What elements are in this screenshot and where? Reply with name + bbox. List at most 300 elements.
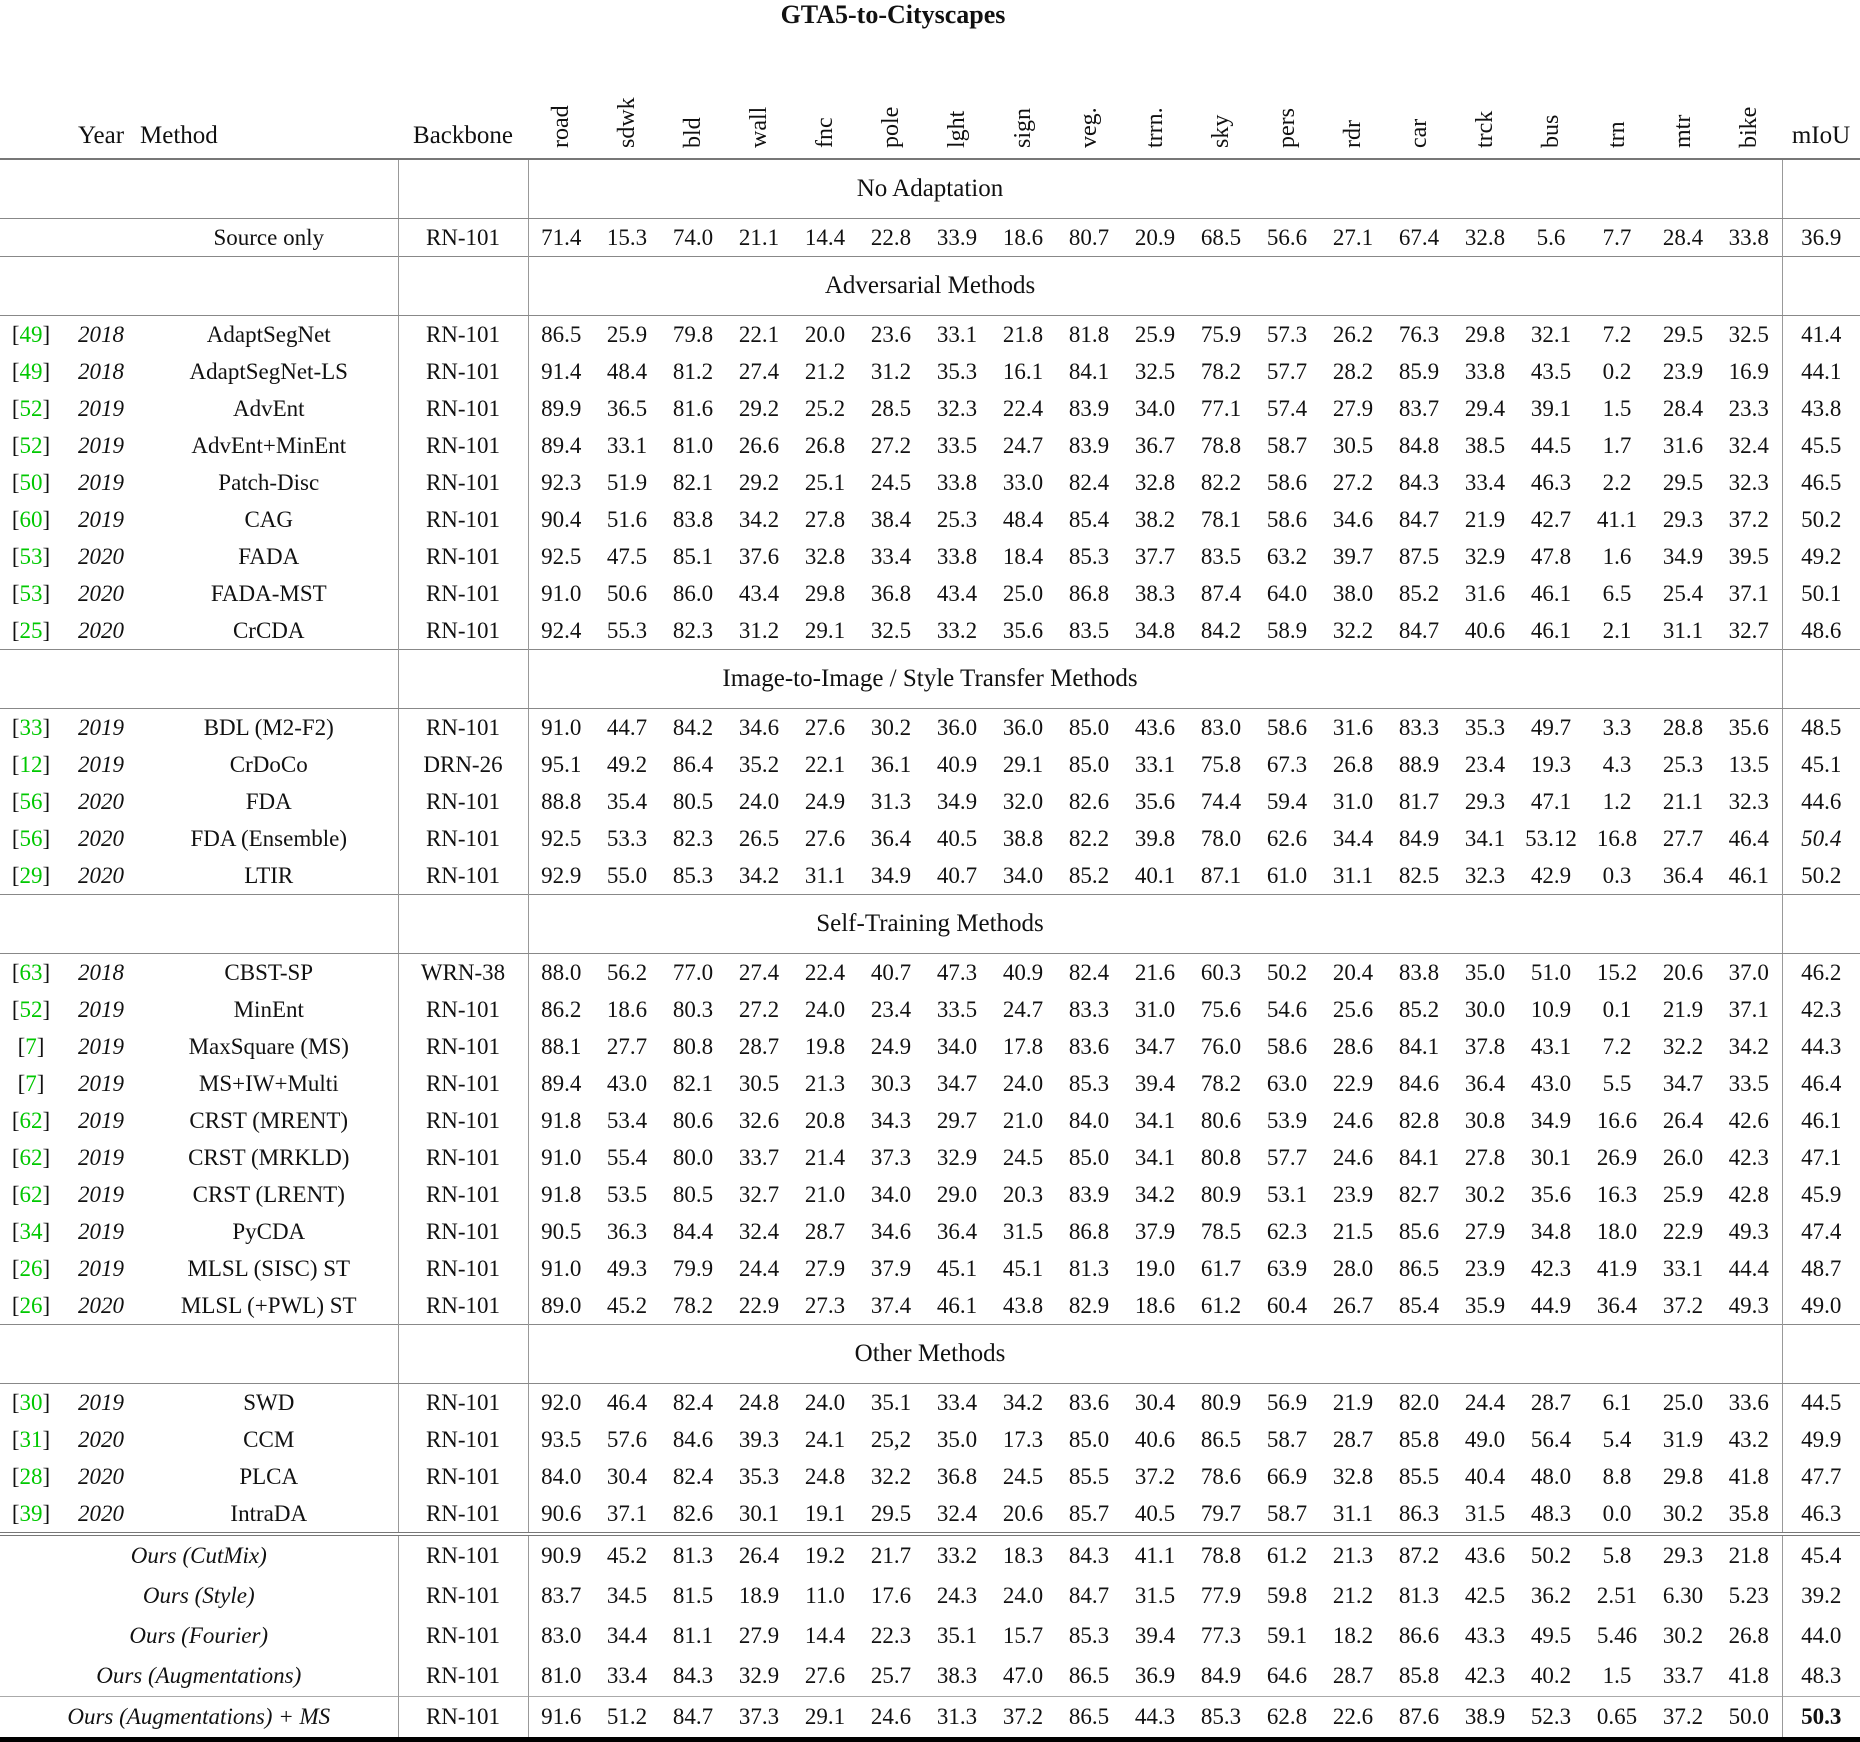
cell-sign: 20.3 [1002, 1181, 1044, 1207]
cell-pers: 64.0 [1266, 580, 1308, 606]
table-row [0, 1697, 1860, 1740]
cell-sign: 40.9 [1002, 959, 1044, 985]
citation-number: 62 [19, 1144, 43, 1170]
cell-trrn: 39.8 [1134, 825, 1176, 851]
cell-pers: 61.0 [1266, 862, 1308, 888]
cell-car: 88.9 [1398, 751, 1440, 777]
cell-veg: 85.0 [1068, 751, 1110, 777]
cell-road: 88.8 [541, 788, 582, 814]
cell-pers: 58.7 [1266, 1426, 1308, 1452]
cell-pers: 59.4 [1266, 788, 1308, 814]
cell-car: 81.3 [1398, 1583, 1440, 1608]
cell-trn: 5.4 [1602, 1426, 1632, 1452]
citation-link[interactable]: [12] [11, 751, 51, 777]
cell-wall: 43.4 [738, 580, 780, 606]
cell-car: 81.7 [1398, 788, 1440, 814]
citation-link[interactable]: [49] [11, 321, 51, 347]
table-header [0, 34, 1860, 159]
cell-sky: 83.0 [1200, 714, 1242, 740]
cell-trrn: 44.3 [1134, 1704, 1176, 1729]
citation-link[interactable]: [50] [11, 469, 51, 495]
cell-sdwk: 37.1 [606, 1500, 648, 1526]
cell-rdr: 28.0 [1332, 1255, 1374, 1281]
cell-trck: 40.4 [1464, 1463, 1506, 1489]
cell-pers: 56.9 [1266, 1389, 1308, 1415]
cell-trrn: 30.4 [1134, 1389, 1176, 1415]
cell-wall: 27.2 [738, 996, 780, 1022]
cell-sky: 84.9 [1200, 1663, 1242, 1688]
header-row [0, 34, 1860, 159]
cell-wall: 39.3 [738, 1426, 780, 1452]
cell-lght: 25.3 [936, 506, 978, 532]
citation-link[interactable]: [60] [11, 506, 51, 532]
cell-trrn: 36.7 [1134, 432, 1176, 458]
citation-link[interactable]: [29] [11, 862, 51, 888]
backbone-cell: RN-101 [398, 1213, 528, 1250]
cell-wall: 26.6 [738, 432, 780, 458]
citation-link[interactable]: [52] [11, 996, 51, 1022]
table-row [0, 353, 1860, 390]
cell-rdr: 26.2 [1332, 321, 1374, 347]
cell-fnc: 26.8 [804, 432, 846, 458]
cell-sdwk: 56.2 [606, 959, 648, 985]
cell-pole: 37.9 [870, 1255, 912, 1281]
cell-sign: 15.7 [1002, 1623, 1044, 1648]
cell-rdr: 31.0 [1332, 788, 1374, 814]
cell-sky: 76.0 [1200, 1033, 1242, 1059]
citation-link[interactable]: [39] [11, 1500, 51, 1526]
cell-sign: 21.0 [1002, 1107, 1044, 1133]
cell-car: 84.7 [1398, 506, 1440, 532]
cell-bld: 81.6 [672, 395, 714, 421]
miou-cell: 50.2 [1782, 857, 1860, 895]
cell-trck: 34.1 [1464, 825, 1506, 851]
cell-mtr: 37.2 [1662, 1704, 1704, 1729]
cell-bus: 42.7 [1530, 506, 1572, 532]
rotated-label: fnc [812, 117, 838, 148]
cell-road: 90.6 [541, 1500, 582, 1526]
cell-car: 87.6 [1398, 1704, 1440, 1729]
cell-pers: 58.6 [1266, 469, 1308, 495]
cell-sign: 24.7 [1002, 996, 1044, 1022]
cell-sky: 75.8 [1200, 751, 1242, 777]
cell-sdwk: 55.0 [606, 862, 648, 888]
citation-link[interactable]: [26] [11, 1292, 51, 1318]
cell-bus: 47.8 [1530, 543, 1572, 569]
cell-trn: 16.8 [1596, 825, 1638, 851]
cell-road: 92.3 [541, 469, 582, 495]
cell-rdr: 32.2 [1332, 617, 1374, 643]
cell-sky: 60.3 [1200, 959, 1242, 985]
cell-car: 82.5 [1398, 862, 1440, 888]
cell-pers: 56.6 [1266, 224, 1308, 250]
citation-number: 52 [19, 432, 43, 458]
cell-veg: 82.9 [1068, 1292, 1110, 1318]
table-row [0, 1384, 1860, 1422]
cell-pole: 34.0 [870, 1181, 912, 1207]
cell-sign: 21.8 [1002, 321, 1044, 347]
citation-number: 34 [19, 1218, 43, 1244]
col-header-sdwk [594, 34, 660, 159]
rotated-label: wall [746, 106, 772, 148]
citation-number: 62 [19, 1181, 43, 1207]
cell-sdwk: 51.6 [606, 506, 648, 532]
backbone-cell: RN-101 [398, 501, 528, 538]
cell-bus: 34.8 [1530, 1218, 1572, 1244]
citation-number: 56 [19, 825, 43, 851]
section-body [0, 1325, 1860, 1535]
section-label: No Adaptation [0, 159, 1860, 219]
cell-car: 87.5 [1398, 543, 1440, 569]
cell-veg: 83.6 [1068, 1389, 1110, 1415]
cell-veg: 82.2 [1068, 825, 1110, 851]
citation-link[interactable]: [25] [11, 617, 51, 643]
rotated-label: rdr [1340, 120, 1366, 148]
year-cell: 2019 [78, 1181, 124, 1207]
cell-trck: 33.4 [1464, 469, 1506, 495]
cell-lght: 29.0 [936, 1181, 978, 1207]
year-cell: 2019 [78, 996, 124, 1022]
cell-bld: 82.6 [672, 1500, 714, 1526]
cell-fnc: 32.8 [804, 543, 846, 569]
cell-pole: 32.5 [870, 617, 912, 643]
miou-cell: 46.5 [1782, 464, 1860, 501]
cell-rdr: 28.7 [1332, 1663, 1374, 1688]
cell-trrn: 19.0 [1134, 1255, 1176, 1281]
cell-wall: 26.5 [738, 825, 780, 851]
cell-pers: 62.6 [1266, 825, 1308, 851]
year-cell: 2019 [78, 395, 124, 421]
cell-pole: 32.2 [870, 1463, 912, 1489]
citation-link[interactable]: [28] [11, 1463, 51, 1489]
citation-link[interactable]: [26] [11, 1255, 51, 1281]
cell-trn: 3.3 [1602, 714, 1632, 740]
citation-link[interactable]: [34] [11, 1218, 51, 1244]
cell-veg: 85.5 [1068, 1463, 1110, 1489]
cell-bike: 32.5 [1728, 321, 1769, 347]
cell-veg: 83.5 [1068, 617, 1110, 643]
cell-bld: 82.1 [672, 469, 714, 495]
miou-cell: 50.1 [1782, 575, 1860, 612]
cell-pole: 37.4 [870, 1292, 912, 1318]
cell-road: 88.0 [541, 959, 582, 985]
cell-mtr: 28.8 [1662, 714, 1704, 740]
cell-lght: 38.3 [936, 1663, 978, 1688]
cell-wall: 24.8 [738, 1389, 780, 1415]
cell-pers: 57.3 [1266, 321, 1308, 347]
cell-bld: 82.3 [672, 825, 714, 851]
cell-wall: 34.2 [738, 862, 780, 888]
cell-fnc: 29.1 [804, 617, 846, 643]
cell-sdwk: 53.4 [606, 1107, 648, 1133]
cell-bld: 84.6 [672, 1426, 714, 1452]
miou-cell: 46.4 [1782, 1065, 1860, 1102]
cell-bike: 37.1 [1728, 996, 1769, 1022]
cell-road: 93.5 [541, 1426, 582, 1452]
cell-sign: 32.0 [1002, 788, 1044, 814]
cell-mtr: 30.2 [1662, 1623, 1704, 1648]
cell-bus: 28.7 [1530, 1389, 1572, 1415]
cell-mtr: 29.5 [1662, 321, 1704, 347]
year-cell: 2019 [78, 1070, 124, 1096]
backbone-cell: RN-101 [398, 1534, 528, 1576]
rotated-label: trck [1472, 110, 1498, 148]
year-cell: 2019 [78, 1033, 124, 1059]
table-row [0, 1139, 1860, 1176]
cell-lght: 35.3 [936, 358, 978, 384]
cell-sky: 86.5 [1200, 1426, 1242, 1452]
col-header-lght [924, 34, 990, 159]
cell-veg: 84.3 [1068, 1543, 1110, 1568]
cell-trck: 21.9 [1464, 506, 1506, 532]
cell-lght: 33.5 [936, 432, 978, 458]
year-cell: 2019 [78, 1389, 124, 1415]
cell-bld: 74.0 [672, 224, 714, 250]
citation-link[interactable]: [30] [11, 1389, 51, 1415]
cell-pole: 34.6 [870, 1218, 912, 1244]
cell-sky: 78.8 [1200, 432, 1242, 458]
cell-trrn: 31.5 [1134, 1583, 1176, 1608]
cell-sdwk: 33.4 [606, 1663, 648, 1688]
cell-veg: 83.9 [1068, 432, 1110, 458]
table-row [0, 1534, 1860, 1576]
citation-link[interactable]: [52] [11, 395, 51, 421]
col-header-mtr [1650, 34, 1716, 159]
method-cell: FDA [245, 788, 292, 814]
cell-bike: 46.4 [1728, 825, 1769, 851]
cell-car: 85.6 [1398, 1218, 1440, 1244]
cell-trck: 30.0 [1464, 996, 1506, 1022]
cell-wall: 26.4 [738, 1543, 780, 1568]
backbone-cell: RN-101 [398, 857, 528, 895]
citation-link [0, 219, 62, 257]
citation-number: 26 [19, 1255, 43, 1281]
cell-trrn: 31.0 [1134, 996, 1176, 1022]
cell-trn: 1.2 [1602, 788, 1632, 814]
cell-car: 85.2 [1398, 996, 1440, 1022]
method-cell: MLSL (SISC) ST [187, 1255, 351, 1281]
cell-rdr: 27.9 [1332, 395, 1374, 421]
cell-wall: 35.3 [738, 1463, 780, 1489]
cell-mtr: 36.4 [1662, 862, 1704, 888]
table-row [0, 316, 1860, 354]
citation-link[interactable]: [31] [11, 1426, 51, 1452]
miou-cell: 49.2 [1782, 538, 1860, 575]
backbone-cell: RN-101 [398, 612, 528, 650]
citation-link[interactable]: [33] [11, 714, 51, 740]
cell-bus: 42.3 [1530, 1255, 1572, 1281]
cell-fnc: 14.4 [804, 1623, 846, 1648]
citation-link[interactable]: [7] [17, 1033, 45, 1059]
cell-bld: 83.8 [672, 506, 714, 532]
rotated-label: sky [1208, 114, 1234, 148]
cell-trrn: 34.8 [1134, 617, 1176, 643]
cell-trck: 24.4 [1464, 1389, 1506, 1415]
method-cell: CCM [243, 1426, 295, 1452]
cell-bld: 81.1 [672, 1623, 714, 1648]
cell-bld: 78.2 [672, 1292, 714, 1318]
cell-pole: 24.5 [870, 469, 912, 495]
cell-sky: 79.7 [1200, 1500, 1242, 1526]
cell-lght: 46.1 [936, 1292, 978, 1318]
cell-trn: 8.8 [1602, 1463, 1632, 1489]
citation-number: 28 [19, 1463, 43, 1489]
cell-sdwk: 53.5 [606, 1181, 648, 1207]
cell-sky: 78.2 [1200, 1070, 1242, 1096]
cell-bus: 46.3 [1530, 469, 1572, 495]
cell-lght: 33.8 [936, 543, 978, 569]
citation-number: 53 [19, 580, 43, 606]
cell-road: 88.1 [541, 1033, 582, 1059]
cell-fnc: 24.1 [804, 1426, 846, 1452]
cell-rdr: 39.7 [1332, 543, 1374, 569]
citation-link[interactable]: [56] [11, 825, 51, 851]
cell-veg: 83.3 [1068, 996, 1110, 1022]
cell-sdwk: 45.2 [606, 1292, 648, 1318]
cell-bld: 81.5 [672, 1583, 714, 1608]
cell-veg: 85.4 [1068, 506, 1110, 532]
cell-trck: 23.9 [1464, 1255, 1506, 1281]
cell-bike: 33.5 [1728, 1070, 1769, 1096]
cell-wall: 29.2 [738, 395, 780, 421]
citation-link[interactable]: [62] [11, 1107, 51, 1133]
cell-trn: 0.0 [1602, 1500, 1632, 1526]
section-label: Adversarial Methods [0, 257, 1860, 316]
miou-cell: 44.6 [1782, 783, 1860, 820]
cell-sdwk: 44.7 [606, 714, 648, 740]
cell-sdwk: 51.9 [606, 469, 648, 495]
cell-pole: 29.5 [870, 1500, 912, 1526]
cell-trrn: 37.7 [1134, 543, 1176, 569]
cell-mtr: 21.9 [1662, 996, 1704, 1022]
cell-sign: 24.0 [1002, 1583, 1044, 1608]
citation-link[interactable]: [63] [11, 959, 51, 985]
cell-trrn: 40.6 [1134, 1426, 1176, 1452]
cell-sdwk: 49.2 [606, 751, 648, 777]
cell-trrn: 41.1 [1134, 1543, 1176, 1568]
cell-pole: 36.4 [870, 825, 912, 851]
cell-sign: 17.3 [1002, 1426, 1044, 1452]
cell-road: 71.4 [541, 224, 582, 250]
cell-mtr: 26.4 [1662, 1107, 1704, 1133]
cell-fnc: 21.2 [804, 358, 846, 384]
cell-pers: 57.7 [1266, 1144, 1308, 1170]
cell-sign: 18.6 [1002, 224, 1044, 250]
cell-sky: 68.5 [1200, 224, 1242, 250]
cell-bus: 48.3 [1530, 1500, 1572, 1526]
cell-trn: 18.0 [1596, 1218, 1638, 1244]
cell-rdr: 28.6 [1332, 1033, 1374, 1059]
citation-number: 31 [19, 1426, 43, 1452]
cell-bus: 5.6 [1536, 224, 1566, 250]
backbone-cell: RN-101 [398, 1028, 528, 1065]
method-cell: PLCA [239, 1463, 299, 1489]
citation-link[interactable]: [7] [17, 1070, 45, 1096]
cell-road: 81.0 [541, 1663, 582, 1688]
cell-lght: 40.7 [936, 862, 978, 888]
rotated-label: sdwk [614, 97, 640, 148]
cell-sky: 78.1 [1200, 506, 1242, 532]
miou-cell: 47.4 [1782, 1213, 1860, 1250]
cell-trck: 36.4 [1464, 1070, 1506, 1096]
cell-fnc: 20.0 [804, 321, 846, 347]
cell-bike: 42.8 [1728, 1181, 1769, 1207]
cell-sign: 31.5 [1002, 1218, 1044, 1244]
cell-fnc: 24.0 [804, 996, 846, 1022]
cell-pers: 53.1 [1266, 1181, 1308, 1207]
cell-road: 89.4 [541, 432, 582, 458]
cell-pole: 23.4 [870, 996, 912, 1022]
cell-road: 91.0 [541, 1255, 582, 1281]
citation-link[interactable]: [52] [11, 432, 51, 458]
cell-bus: 44.9 [1530, 1292, 1572, 1318]
miou-cell: 43.8 [1782, 390, 1860, 427]
citation-link[interactable]: [53] [11, 543, 51, 569]
cell-trn: 1.5 [1602, 395, 1632, 421]
cell-pers: 58.6 [1266, 714, 1308, 740]
cell-lght: 29.7 [936, 1107, 978, 1133]
cell-road: 92.5 [541, 543, 582, 569]
citation-link[interactable]: [56] [11, 788, 51, 814]
section-label: Self-Training Methods [0, 895, 1860, 954]
method-cell: CRST (MRKLD) [188, 1144, 350, 1170]
table-row [0, 1028, 1860, 1065]
cell-wall: 31.2 [738, 617, 780, 643]
method-cell: AdvEnt+MinEnt [191, 432, 347, 458]
cell-sdwk: 27.7 [606, 1033, 648, 1059]
citation-link[interactable]: [62] [11, 1144, 51, 1170]
cell-lght: 35.1 [936, 1623, 978, 1648]
cell-car: 87.2 [1398, 1543, 1440, 1568]
col-header-pers [1254, 34, 1320, 159]
cell-rdr: 28.7 [1332, 1426, 1374, 1452]
cell-veg: 85.3 [1068, 543, 1110, 569]
cell-car: 85.8 [1398, 1426, 1440, 1452]
miou-cell: 44.5 [1782, 1384, 1860, 1422]
rotated-label: mtr [1670, 114, 1696, 148]
col-header-sky [1188, 34, 1254, 159]
cell-fnc: 27.9 [804, 1255, 846, 1281]
cell-bus: 40.2 [1530, 1663, 1572, 1688]
col-header-bike [1716, 34, 1782, 159]
cell-bike: 41.8 [1728, 1663, 1769, 1688]
cell-bld: 86.0 [672, 580, 714, 606]
cell-veg: 81.8 [1068, 321, 1110, 347]
citation-number: 49 [19, 321, 43, 347]
year-cell: 2019 [78, 751, 124, 777]
cell-bike: 5.23 [1728, 1583, 1769, 1608]
citation-link[interactable]: [62] [11, 1181, 51, 1207]
cell-bike: 37.1 [1728, 580, 1769, 606]
cell-mtr: 37.2 [1662, 1292, 1704, 1318]
backbone-cell: RN-101 [398, 1576, 528, 1616]
citation-link[interactable]: [49] [11, 358, 51, 384]
cell-lght: 33.4 [936, 1389, 978, 1415]
cell-bike: 46.1 [1728, 862, 1769, 888]
citation-number: 52 [19, 395, 43, 421]
backbone-cell: RN-101 [398, 316, 528, 354]
citation-link[interactable]: [53] [11, 580, 51, 606]
cell-bus: 56.4 [1530, 1426, 1572, 1452]
backbone-cell: RN-101 [398, 575, 528, 612]
cell-pole: 36.8 [870, 580, 912, 606]
miou-cell: 48.7 [1782, 1250, 1860, 1287]
cell-wall: 37.6 [738, 543, 780, 569]
cell-fnc: 27.6 [804, 714, 846, 740]
cell-bus: 42.9 [1530, 862, 1572, 888]
cell-sky: 77.1 [1200, 395, 1242, 421]
cell-bus: 32.1 [1530, 321, 1572, 347]
